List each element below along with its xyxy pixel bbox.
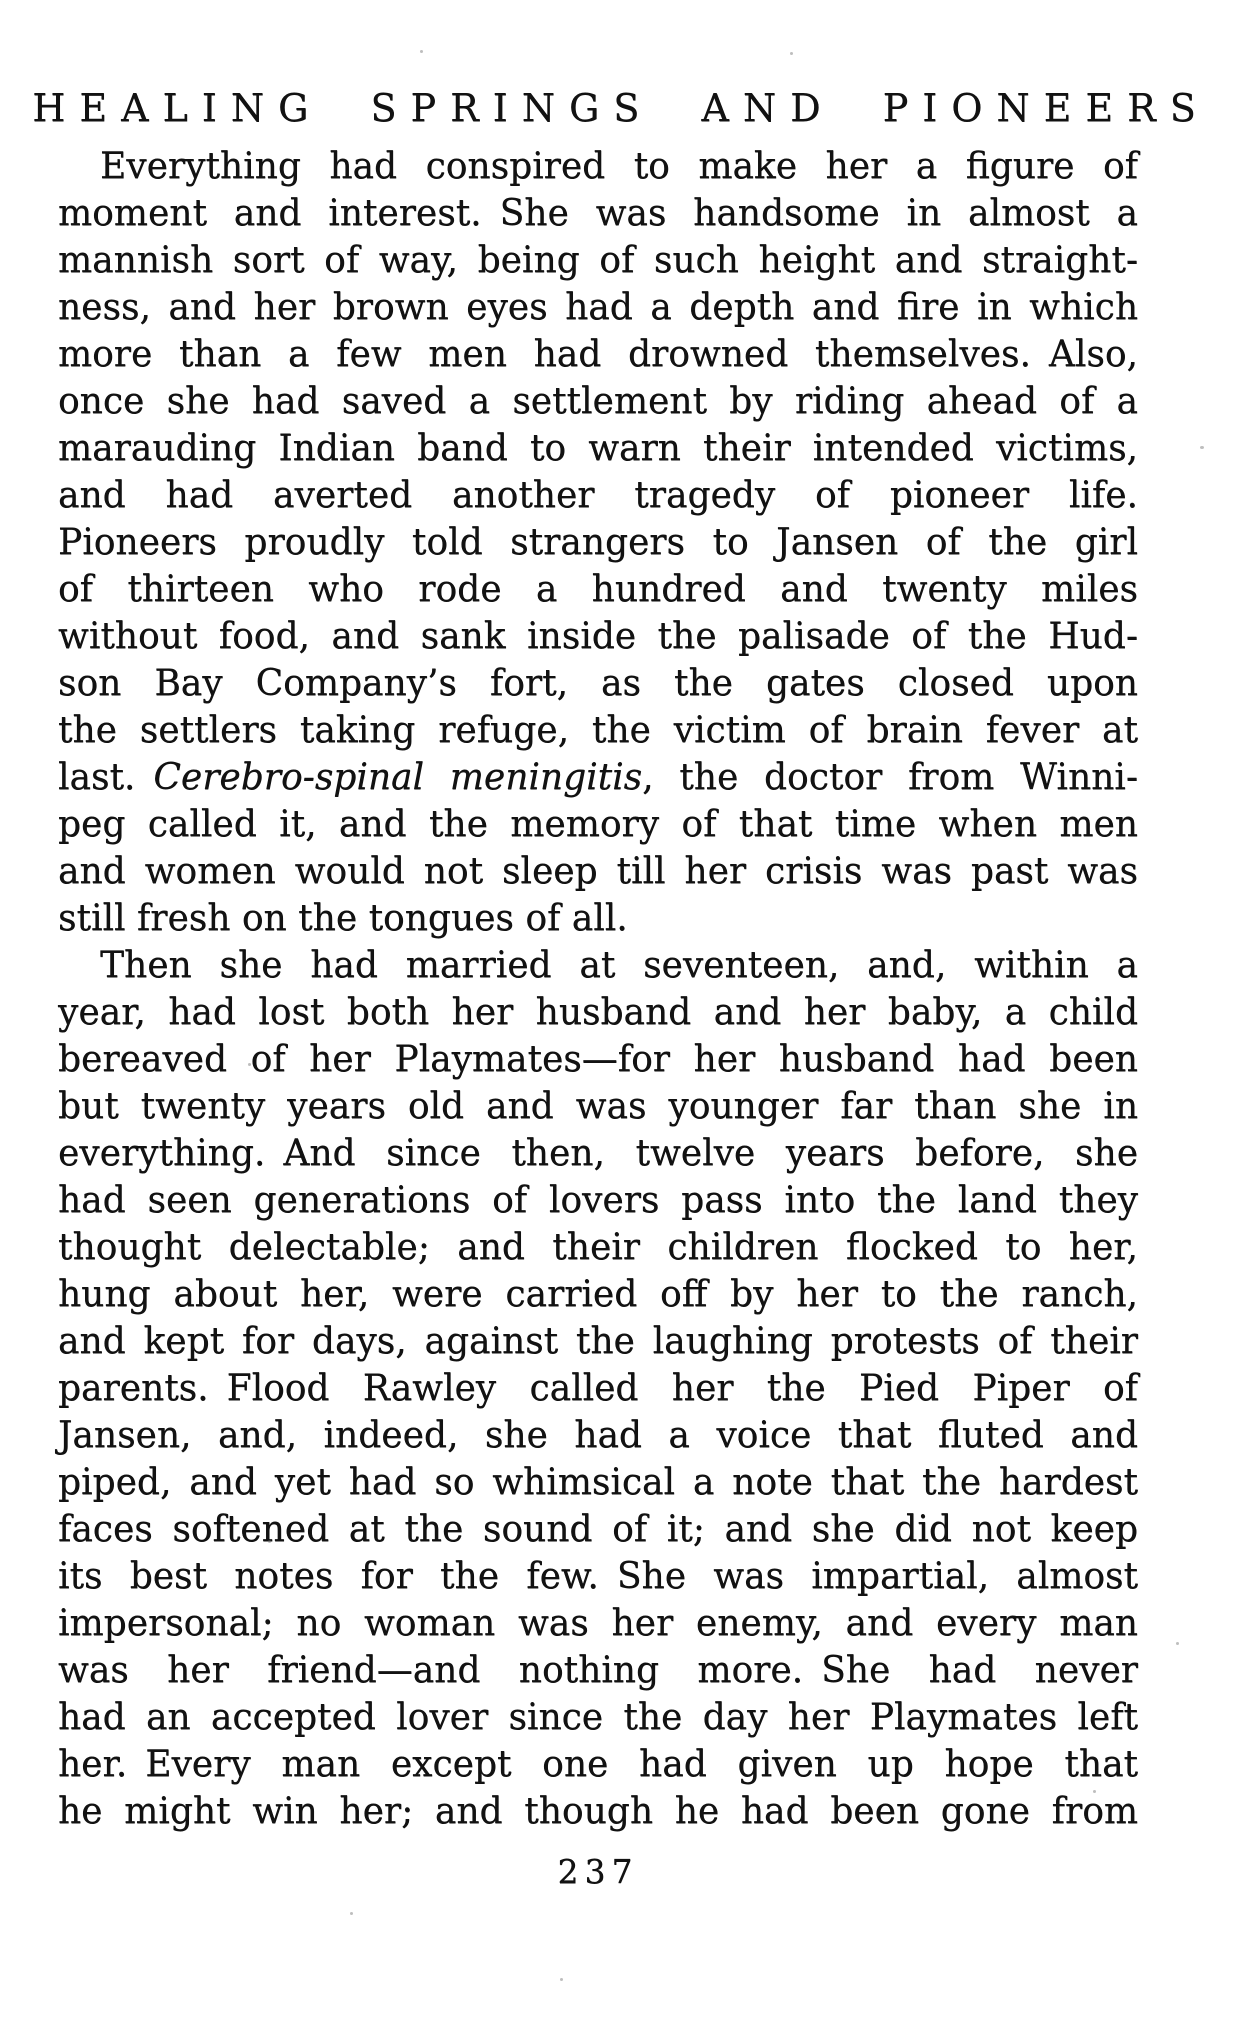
- text-line: thought delectable; and their children flocked to her,: [58, 1227, 1138, 1268]
- text-line: impersonal; no woman was her enemy, and every man: [58, 1603, 1138, 1644]
- text-line: piped, and yet had so whimsical a note that the hardest: [58, 1462, 1138, 1503]
- text-line: he might win her; and though he had been gone from: [58, 1791, 1138, 1832]
- scan-speck: [248, 1063, 251, 1066]
- text-line: of thirteen who rode a hundred and twenty miles: [58, 569, 1138, 610]
- text-line: faces softened at the sound of it; and she did not keep: [58, 1509, 1138, 1550]
- text-line: and had averted another tragedy of pioneer life.: [58, 475, 1138, 516]
- scan-speck: [790, 52, 793, 55]
- text-line: everything. And since then, twelve years before, she: [58, 1133, 1138, 1174]
- text-line: once she had saved a settlement by riding ahead of a: [58, 381, 1138, 422]
- text-line: son Bay Company’s fort, as the gates closed upon: [58, 663, 1138, 704]
- text-line: more than a few men had drowned themselves. Also,: [58, 334, 1138, 375]
- scan-speck: [560, 1978, 563, 1981]
- scan-speck: [268, 1540, 271, 1543]
- text-line: her. Every man except one had given up hope that: [58, 1744, 1138, 1785]
- text-line: bereaved of her Playmates—for her husband had been: [58, 1039, 1138, 1080]
- text-block: [58, 143, 1138, 1835]
- running-header: HEALING SPRINGS AND PIONEERS: [32, 86, 1210, 130]
- text-line: its best notes for the few. She was impartial, almost: [58, 1556, 1138, 1597]
- text-line: had seen generations of lovers pass into the land they: [58, 1180, 1138, 1221]
- page-number: 237: [557, 1852, 639, 1891]
- text-line: without food, and sank inside the palisade of the Hud-: [58, 616, 1138, 657]
- text-line: moment and interest. She was handsome in almost a: [58, 193, 1138, 234]
- text-line: Everything had conspired to make her a figure of: [100, 146, 1138, 187]
- text-line: Pioneers proudly told strangers to Jansen of the girl: [58, 522, 1138, 563]
- text-line: year, had lost both her husband and her baby, a child: [58, 992, 1138, 1033]
- text-line: hung about her, were carried off by her to the ranch,: [58, 1274, 1138, 1315]
- text-line: Jansen, and, indeed, she had a voice that fluted and: [58, 1415, 1138, 1456]
- scan-speck: [1093, 1790, 1096, 1793]
- scan-speck: [1200, 446, 1204, 449]
- text-line: marauding Indian band to warn their intended victims,: [58, 428, 1138, 469]
- text-line: last. Cerebro-spinal meningitis, the doctor from Winni-: [58, 757, 1138, 798]
- text-line: had an accepted lover since the day her Playmates left: [58, 1697, 1138, 1738]
- text-line: the settlers taking refuge, the victim of brain fever at: [58, 710, 1138, 751]
- text-line: parents. Flood Rawley called her the Pied Piper of: [58, 1368, 1138, 1409]
- scan-speck: [420, 50, 423, 53]
- scan-speck: [1176, 1642, 1179, 1645]
- text-line: peg called it, and the memory of that time when men: [58, 804, 1138, 845]
- text-line: and kept for days, against the laughing protests of their: [58, 1321, 1138, 1362]
- text-line: ness, and her brown eyes had a depth and fire in which: [58, 287, 1138, 328]
- text-line: and women would not sleep till her crisis was past was: [58, 851, 1138, 892]
- text-line: was her friend—and nothing more. She had never: [58, 1650, 1138, 1691]
- text-line: Then she had married at seventeen, and, within a: [100, 945, 1138, 986]
- text-line: still fresh on the tongues of all.: [58, 898, 628, 939]
- text-line: but twenty years old and was younger far than she in: [58, 1086, 1138, 1127]
- text-line: mannish sort of way, being of such height and straight-: [58, 240, 1138, 281]
- scan-speck: [350, 1912, 353, 1915]
